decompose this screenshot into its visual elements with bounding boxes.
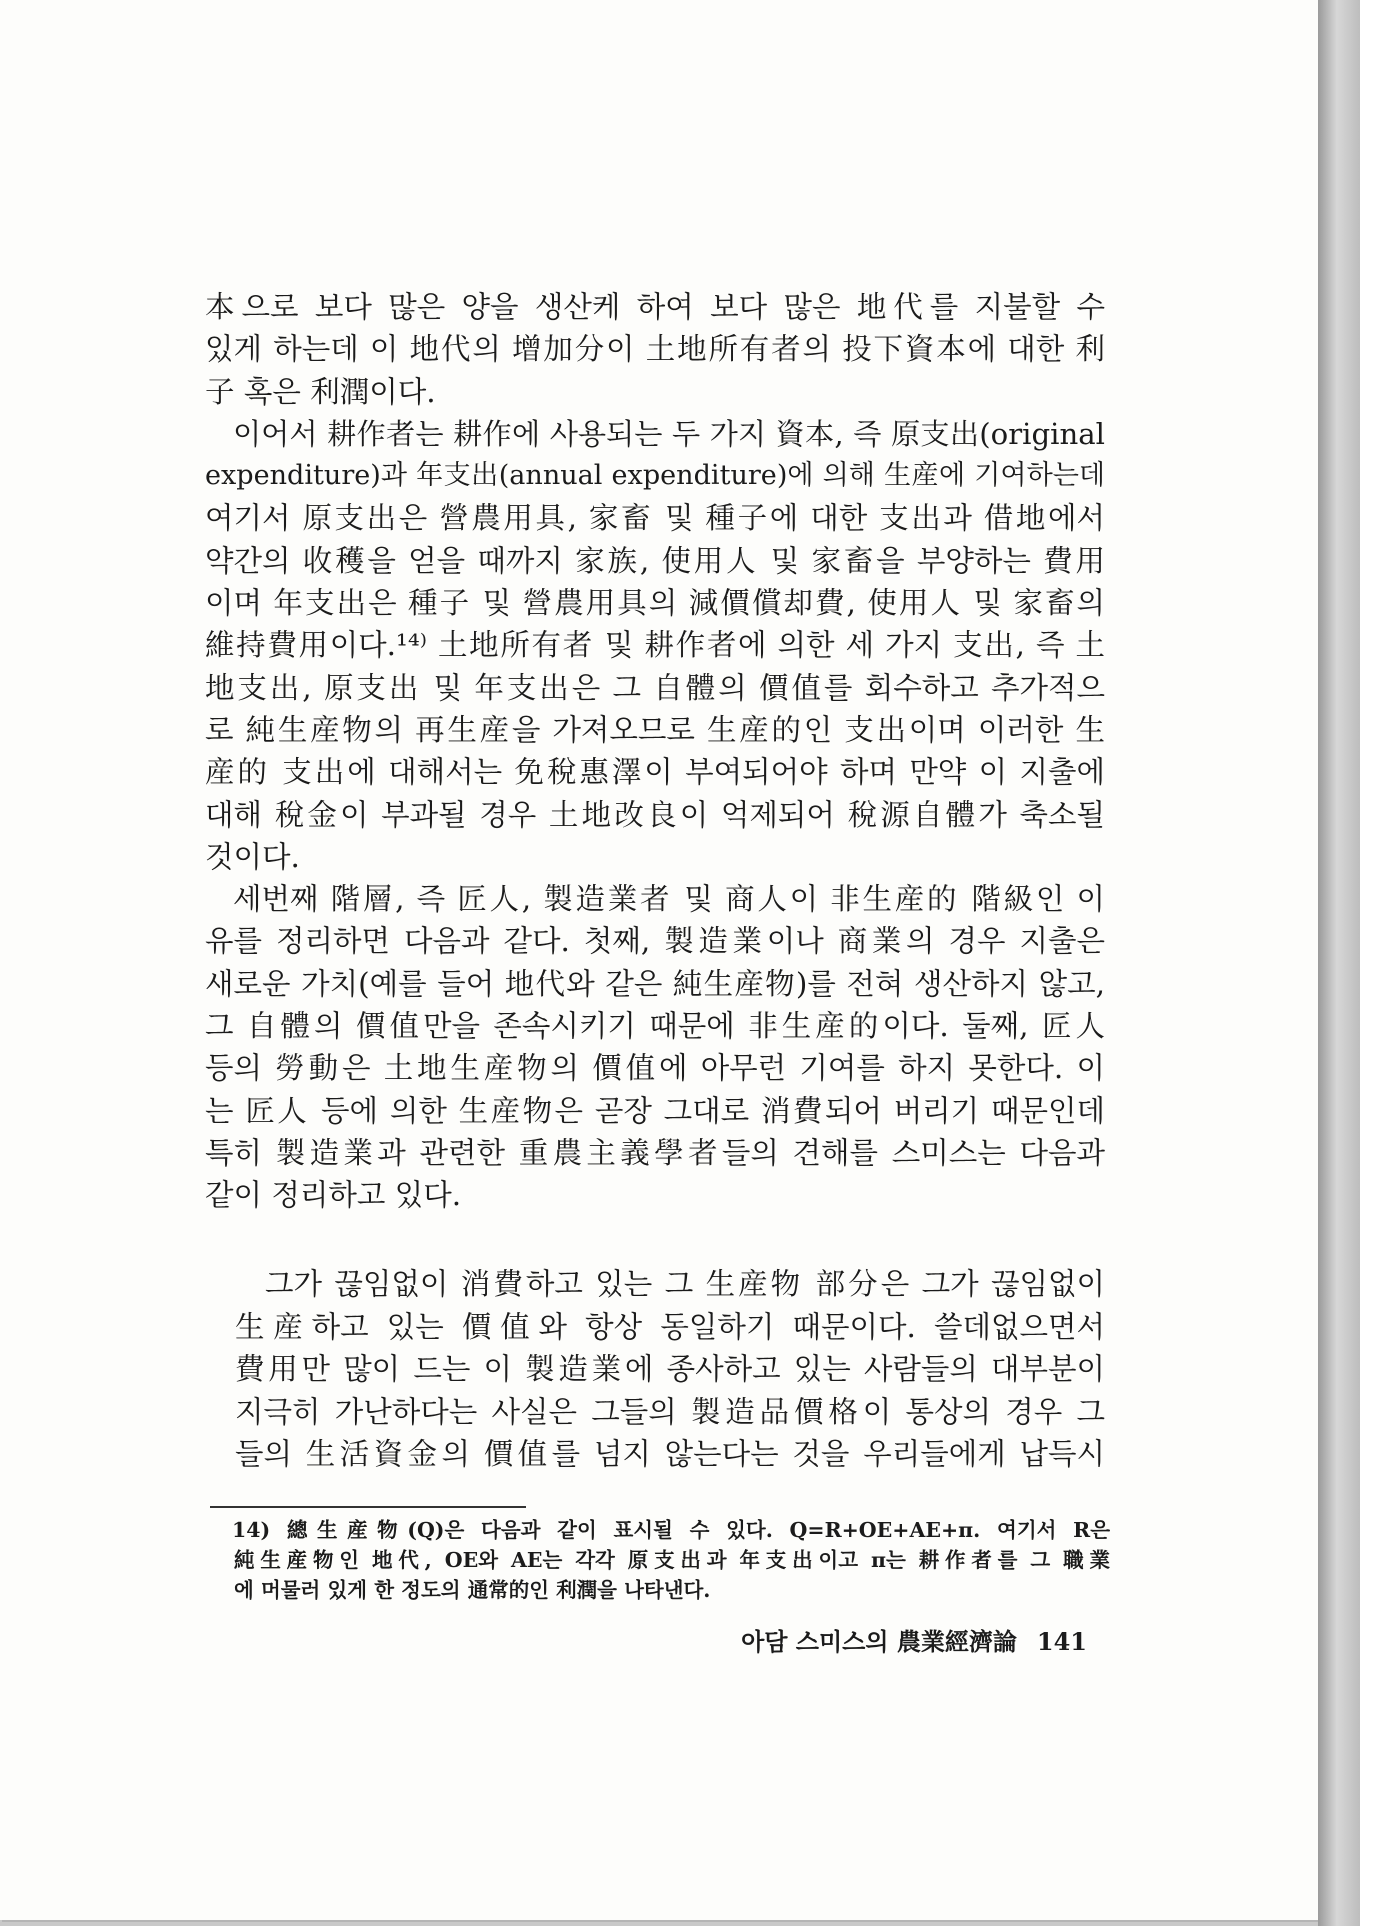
body-line: 세번째 階層, 즉 匠人, 製造業者 및 商人이 非生産的 階級인 이: [233, 882, 1105, 917]
body-line: 있게 하는데 이 地代의 增加分이 土地所有者의 投下資本에 대한 利: [205, 332, 1105, 367]
footnote-line: 에 머물러 있게 한 정도의 通常的인 利潤을 나타낸다.: [234, 1578, 711, 1602]
page-number: 141: [1036, 1627, 1087, 1656]
page-edge-strip: [1318, 0, 1360, 1926]
body-text: [205, 286, 1105, 1217]
running-footer: [741, 1622, 1087, 1657]
quote-line: 그가 끊임없이 消費하고 있는 그 生産物 部分은 그가 끊임없이: [265, 1267, 1105, 1301]
quote-line: 지극히 가난하다는 사실은 그들의 製造品價格이 통상의 경우 그: [235, 1394, 1105, 1429]
body-line: 새로운 가치(예를 들어 地代와 같은 純生産物)를 전혀 생산하지 않고,: [205, 966, 1105, 1001]
body-line: 는 匠人 등에 의한 生産物은 곧장 그대로 消費되어 버리기 때문인데: [205, 1093, 1105, 1128]
body-line: 이어서 耕作者는 耕作에 사용되는 두 가지 資本, 즉 原支出(original: [233, 416, 1105, 451]
footnote-line: 14) 總生産物(Q)은 다음과 같이 표시될 수 있다. Q=R+OE+AE+π. 여기서 R은: [232, 1518, 1110, 1542]
body-line: 대해 稅金이 부과될 경우 土地改良이 억제되어 稅源自體가 축소될: [205, 797, 1105, 832]
body-line: 産的 支出에 대해서는 免稅惠澤이 부여되어야 하며 만약 이 지출에: [205, 755, 1105, 790]
body-line: 子 혹은 利潤이다.: [205, 374, 436, 409]
body-line: 것이다.: [205, 839, 300, 874]
footnote-rule: [210, 1506, 526, 1508]
block-quote: [205, 1263, 1105, 1476]
body-line: 약간의 收穫을 얻을 때까지 家族, 使用人 및 家畜을 부양하는 費用: [205, 543, 1105, 578]
body-line: 로 純生産物의 再生産을 가져오므로 生産的인 支出이며 이러한 生: [205, 712, 1105, 747]
body-line: expenditure)과 年支出(annual expenditure)에 의해 生産에 기여하는데: [205, 460, 1105, 492]
body-line: 등의 勞動은 土地生産物의 價值에 아무런 기여를 하지 못한다. 이: [205, 1051, 1105, 1086]
body-line: 本으로 보다 많은 양을 생산케 하여 보다 많은 地代를 지불할 수: [205, 290, 1105, 324]
running-title: 아담 스미스의 農業經濟論: [741, 1627, 1017, 1656]
body-line: 특히 製造業과 관련한 重農主義學者들의 견해를 스미스는 다음과: [205, 1135, 1105, 1170]
body-line: 유를 정리하면 다음과 같다. 첫째, 製造業이나 商業의 경우 지출은: [205, 924, 1105, 959]
body-line: 이며 年支出은 種子 및 營農用具의 減價償却費, 使用人 및 家畜의: [205, 586, 1105, 621]
body-line: 그 自體의 價值만을 존속시키기 때문에 非生産的이다. 둘째, 匠人: [205, 1009, 1105, 1044]
background-margin: [1360, 0, 1382, 1926]
body-line: 여기서 原支出은 營農用具, 家畜 및 種子에 대한 支出과 借地에서: [205, 501, 1105, 536]
body-line: 地支出, 原支出 및 年支出은 그 自體의 價值를 회수하고 추가적으: [205, 670, 1105, 705]
body-line: 같이 정리하고 있다.: [205, 1178, 462, 1213]
footnote: [210, 1515, 1110, 1605]
footnote-line: 純生産物인 地代, OE와 AE는 각각 原支出과 年支出이고 π는 耕作者를 그 職業: [234, 1548, 1110, 1572]
quote-line: 生産하고 있는 價值와 항상 동일하기 때문이다. 쓸데없으면서: [235, 1309, 1105, 1344]
quote-line: 費用만 많이 드는 이 製造業에 종사하고 있는 사람들의 대부분이: [235, 1352, 1105, 1386]
quote-line: 들의 生活資金의 價值를 넘지 않는다는 것을 우리들에게 납득시: [235, 1437, 1105, 1471]
body-line: 維持費用이다.¹⁴⁾ 土地所有者 및 耕作者에 의한 세 가지 支出, 즉 土: [205, 628, 1105, 663]
